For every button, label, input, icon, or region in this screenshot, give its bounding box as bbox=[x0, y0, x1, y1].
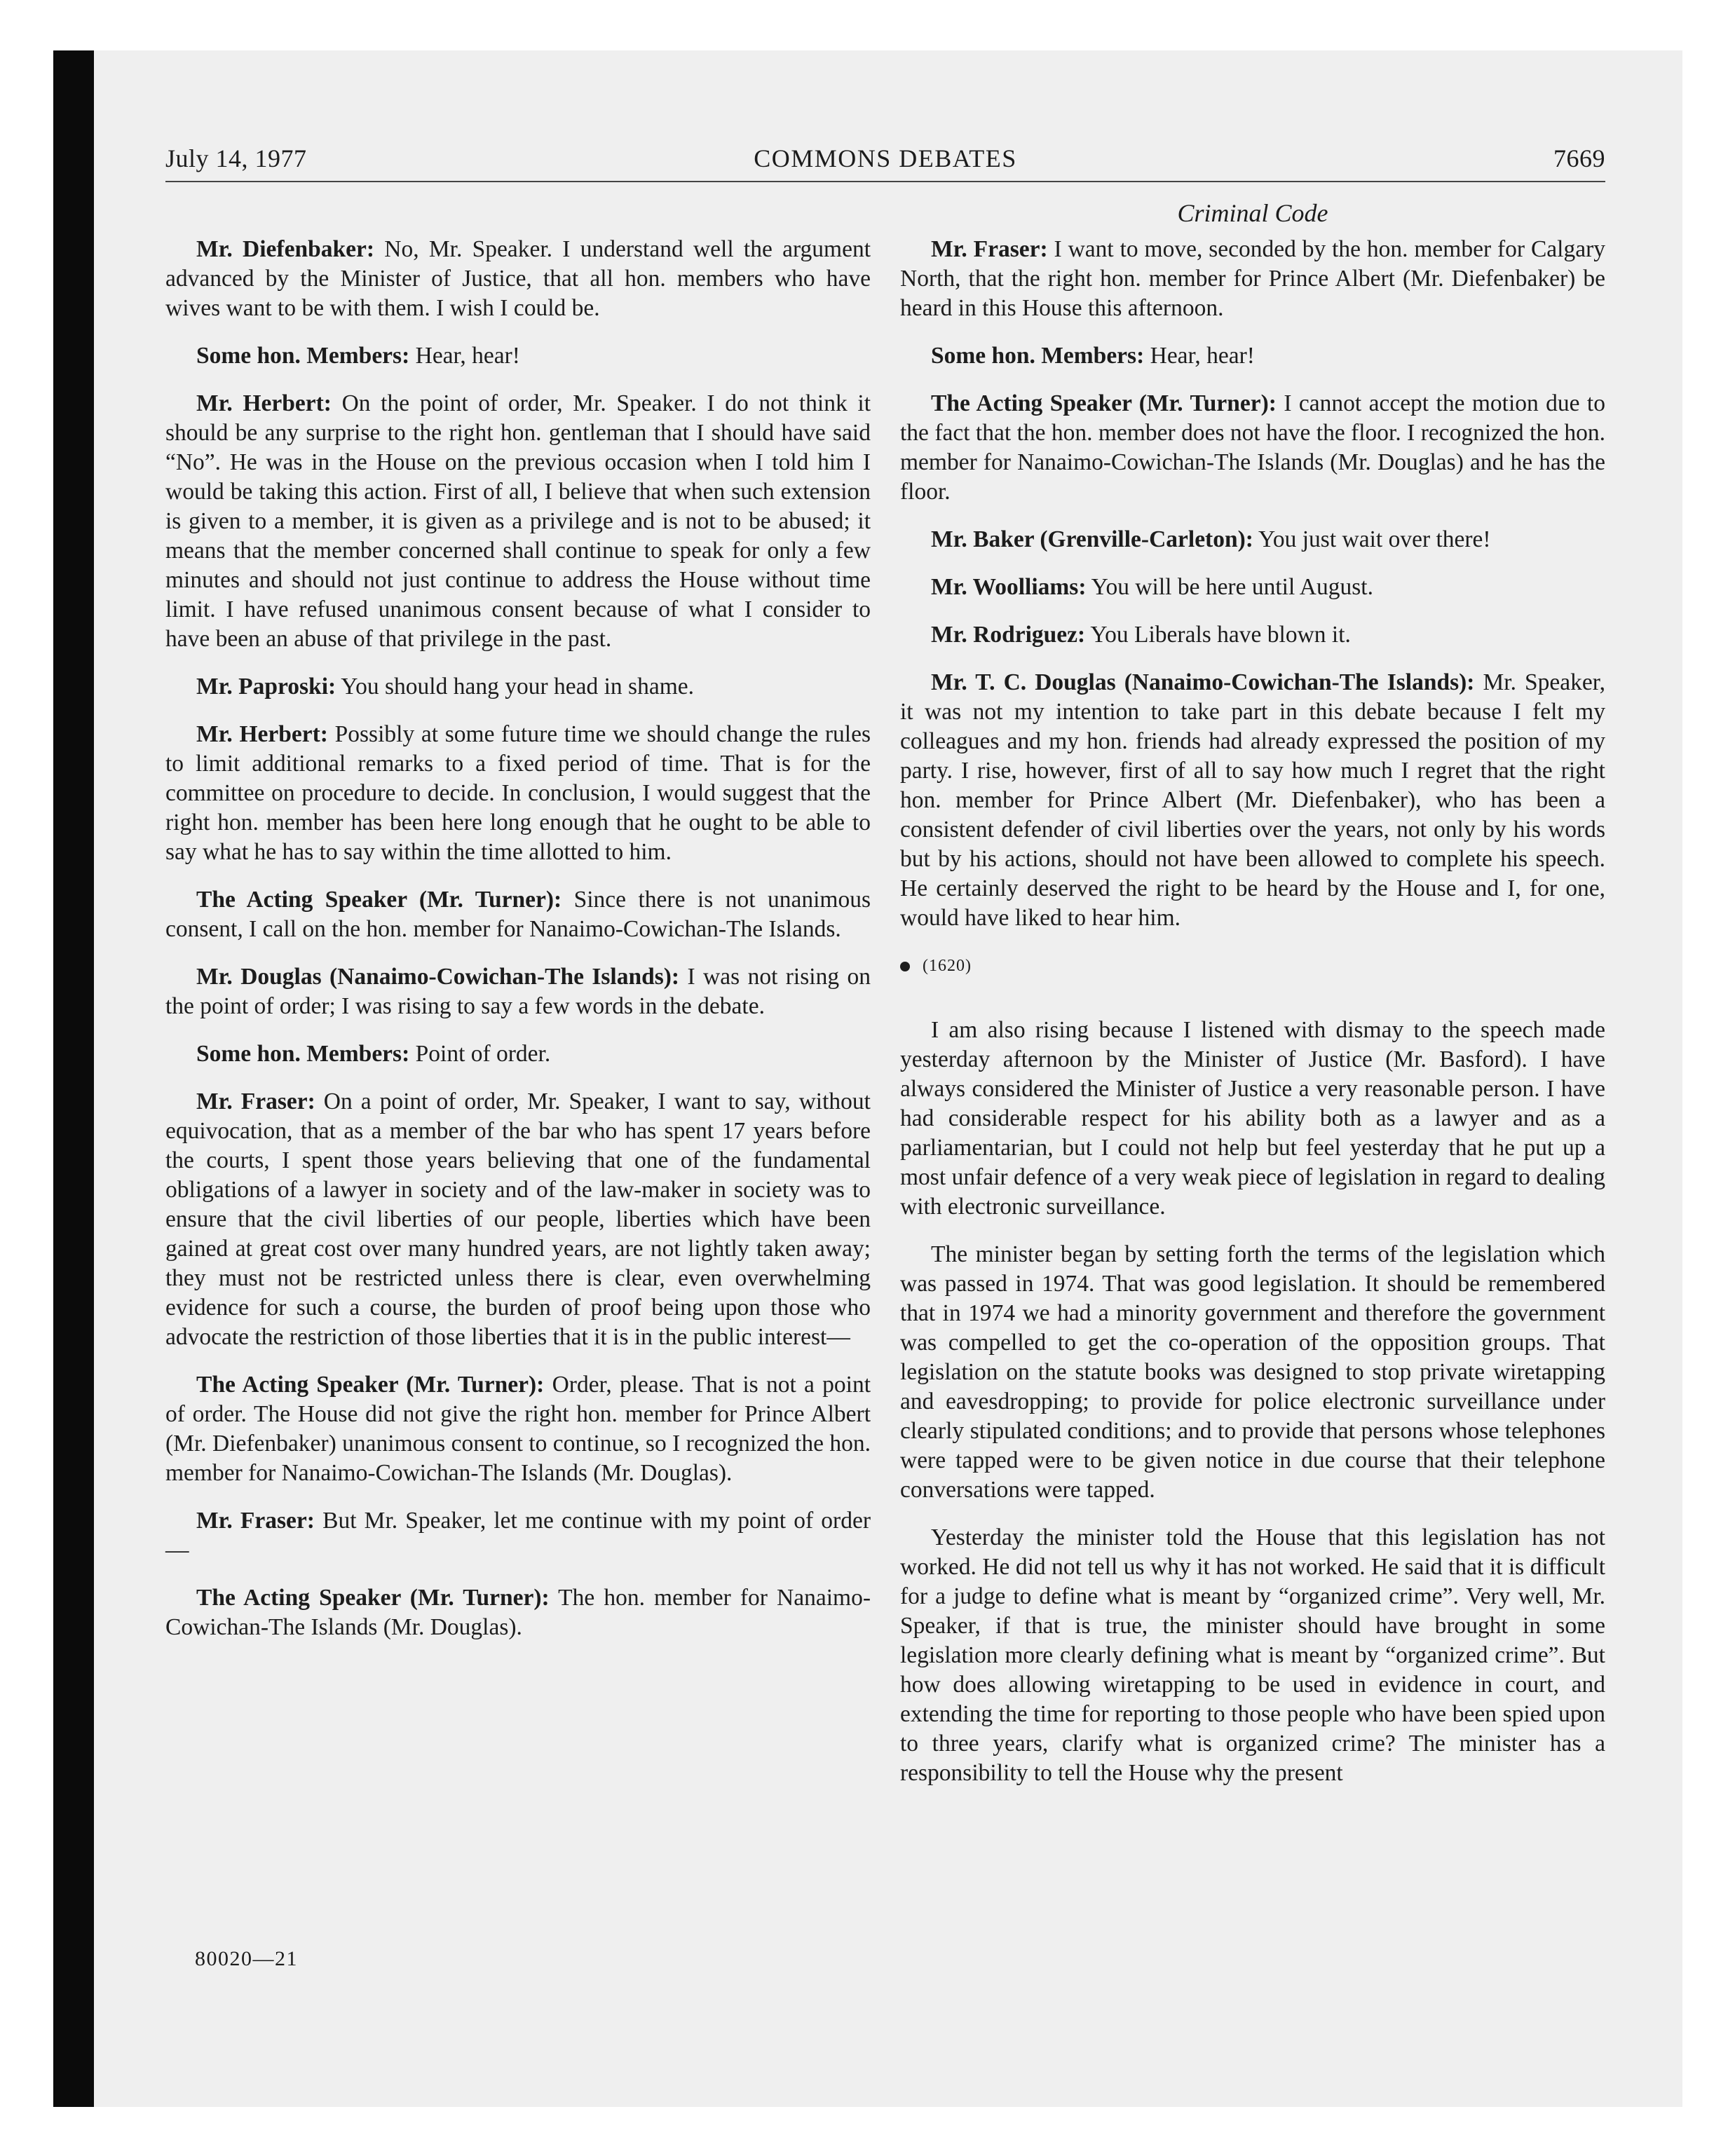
paragraph bbox=[165, 1039, 871, 1069]
page-header bbox=[165, 144, 1605, 179]
header-date: July 14, 1977 bbox=[165, 144, 307, 172]
speech-text: On a point of order, Mr. Speaker, I want to say, without equivocation, that as a member of the bar who has spent 17 years before the courts, I spent those years believing that one of the fundamental obligations of a lawyer in society and of the law-maker in society was to ensure that the civil liberties of our people, liberties which have been gained at great cost over many hundred years, are not lightly taken away; they must not be restricted unless there is clear, even overwhelming evidence for such a course, the burden of proof being upon those who advocate the restriction of those liberties that it is in the public interest— bbox=[165, 1089, 871, 1350]
speech-text: But Mr. Speaker, let me continue with my point of order— bbox=[165, 1508, 871, 1563]
paragraph bbox=[900, 235, 1605, 323]
speech-text: I cannot accept the motion due to the fact that the hon. member does not have the floor. I recognized the hon. member for Nanaimo-Cowichan-The Islands (Mr. Douglas) and he has the floor. bbox=[900, 390, 1605, 505]
paragraph bbox=[165, 885, 871, 944]
speaker-name: Mr. Fraser: bbox=[196, 1508, 315, 1534]
speech-text: Hear, hear! bbox=[1144, 343, 1255, 369]
paragraph bbox=[165, 389, 871, 654]
speech-text: Possibly at some future time we should change the rules to limit additional remarks to a fixed period of time. That is for the committee on procedure to decide. In conclusion, I would suggest that the right hon. member has been here long enough that he ought to be able to say what he has to say within the time allotted to him. bbox=[165, 721, 871, 865]
speech-text: I want to move, seconded by the hon. member for Calgary North, that the right hon. member for Prince Albert (Mr. Diefenbaker) be heard in this House this afternoon. bbox=[900, 236, 1605, 321]
section-title: Criminal Code bbox=[1177, 199, 1328, 227]
speech-text: Point of order. bbox=[409, 1041, 551, 1067]
speech-text: Order, please. That is not a point of order. The House did not give the right hon. member for Prince Albert (Mr. Diefenbaker) unanimous consent to continue, so I recognized the hon. member for Nanaimo-Cowichan-The Islands (Mr. Douglas). bbox=[165, 1372, 871, 1486]
header-page-number: 7669 bbox=[1553, 144, 1605, 172]
speech-text: I was not rising on the point of order; I was rising to say a few words in the debate. bbox=[165, 964, 871, 1019]
paragraph bbox=[165, 962, 871, 1021]
paragraph bbox=[900, 389, 1605, 507]
speech-text: Hear, hear! bbox=[409, 343, 520, 369]
footer-code: 80020—21 bbox=[195, 1947, 298, 1970]
paragraph bbox=[165, 720, 871, 867]
paragraph: The minister began by setting forth the terms of the legislation which was passed in 1974. That was good legislation. It should be remembered that in 1974 we had a minority government and therefore the government was compelled to get the co-operation of the opposition groups. That legislation on the statute books was designed to stop private wiretapping and eavesdropping; to provide for police electronic surveillance under clearly stipulated conditions; and to provide that persons whose telephones were tapped were to be given notice in due course that their telephone conversations were tapped. bbox=[900, 1241, 1605, 1503]
paragraph bbox=[900, 525, 1605, 554]
speaker-name: Mr. Fraser: bbox=[196, 1089, 315, 1114]
paragraph bbox=[900, 341, 1605, 371]
paragraph bbox=[165, 672, 871, 702]
paragraph bbox=[165, 341, 871, 371]
speaker-name: The Acting Speaker (Mr. Turner): bbox=[196, 1585, 550, 1611]
speaker-name: Some hon. Members: bbox=[196, 1041, 410, 1067]
speaker-name: Mr. Fraser: bbox=[931, 236, 1048, 262]
time-marker-label: (1620) bbox=[923, 957, 972, 975]
paragraph bbox=[165, 1087, 871, 1352]
speaker-name: Mr. Herbert: bbox=[196, 390, 332, 416]
bullet-icon bbox=[900, 962, 910, 971]
speech-text: On the point of order, Mr. Speaker. I do not think it should be any surprise to the right hon. gentleman that I should have said “No”. He was in the House on the previous occasion when I told him I would be taking this action. First of all, I believe that when such extension is given to a member, it is given as a privilege and is not to be abused; it means that the member concerned shall continue to speak for only a few minutes and should not just continue to address the House without time limit. I have refused unanimous consent because of what I consider to have been an abuse of that privilege in the past. bbox=[165, 390, 871, 652]
paragraph bbox=[165, 235, 871, 323]
paragraph: Yesterday the minister told the House that this legislation has not worked. He did not tell us why it has not worked. He said that it is difficult for a judge to define what is meant by “organized crime”. Very well, Mr. Speaker, if that is true, the minister should have brought in some legislation more clearly defining what is meant by “organized crime”. But how does allowing wiretapping to be used in evidence in court, and extending the time for reporting to those people who have been spied upon to three years, clarify what is organized crime? The minister has a responsibility to tell the House why the present bbox=[900, 1524, 1605, 1786]
speech-text: You will be here until August. bbox=[1086, 574, 1373, 600]
paragraph bbox=[900, 668, 1605, 933]
speech-text: No, Mr. Speaker. I understand well the argument advanced by the Minister of Justice, that all hon. members who have wives want to be with them. I wish I could be. bbox=[165, 236, 871, 321]
header-rule bbox=[165, 181, 1605, 182]
time-marker bbox=[900, 951, 1605, 981]
paragraph: I am also rising because I listened with dismay to the speech made yesterday afternoon by the Minister of Justice (Mr. Basford). I have always considered the Minister of Justice a very reasonable person. I have had considerable respect for his ability both as a lawyer and as a parliamentarian, but I could not help but feel yesterday that he put up a most unfair defence of a very weak piece of legislation in regard to dealing with electronic surveillance. bbox=[900, 1017, 1605, 1220]
paragraph bbox=[900, 573, 1605, 602]
paragraph bbox=[165, 1506, 871, 1565]
speech-text: The hon. member for Nanaimo-Cowichan-The Islands (Mr. Douglas). bbox=[165, 1585, 871, 1640]
paragraph bbox=[165, 1583, 871, 1642]
speaker-name: Mr. Herbert: bbox=[196, 721, 328, 747]
speaker-name: Some hon. Members: bbox=[931, 343, 1145, 369]
speech-text: Since there is not unanimous consent, I call on the hon. member for Nanaimo-Cowichan-The Islands. bbox=[165, 887, 871, 942]
speaker-name: Mr. Douglas (Nanaimo-Cowichan-The Islands): bbox=[196, 964, 680, 990]
speaker-name: The Acting Speaker (Mr. Turner): bbox=[196, 1372, 545, 1398]
speaker-name: Some hon. Members: bbox=[196, 343, 410, 369]
speech-text: You Liberals have blown it. bbox=[1085, 622, 1351, 648]
speech-text: You just wait over there! bbox=[1253, 526, 1491, 552]
speaker-name: The Acting Speaker (Mr. Turner): bbox=[931, 390, 1277, 416]
speaker-name: Mr. Rodriguez: bbox=[931, 622, 1086, 648]
header-publication: COMMONS DEBATES bbox=[754, 144, 1017, 172]
left-column bbox=[165, 235, 871, 1660]
speaker-name: Mr. Paproski: bbox=[196, 674, 336, 700]
speaker-name: Mr. Baker (Grenville-Carleton): bbox=[931, 526, 1253, 552]
speaker-name: The Acting Speaker (Mr. Turner): bbox=[196, 887, 562, 913]
speaker-name: Mr. Diefenbaker: bbox=[196, 236, 374, 262]
paragraph bbox=[165, 1370, 871, 1488]
speaker-name: Mr. Woolliams: bbox=[931, 574, 1087, 600]
speech-text: You should hang your head in shame. bbox=[336, 674, 694, 700]
right-column bbox=[900, 235, 1605, 1806]
paragraph bbox=[900, 620, 1605, 650]
speech-text: Mr. Speaker, it was not my intention to take part in this debate because I felt my colleagues and my hon. friends had already expressed the position of my party. I rise, however, first of all to say how much I regret that the right hon. member for Prince Albert (Mr. Diefenbaker), who has been a consistent defender of civil liberties over the years, not only by his words but by his actions, should not have been allowed to complete his speech. He certainly deserved the right to be heard by the House and I, for one, would have liked to hear him. bbox=[900, 669, 1605, 931]
speaker-name: Mr. T. C. Douglas (Nanaimo-Cowichan-The Islands): bbox=[931, 669, 1475, 695]
binding-shadow bbox=[53, 50, 94, 2107]
